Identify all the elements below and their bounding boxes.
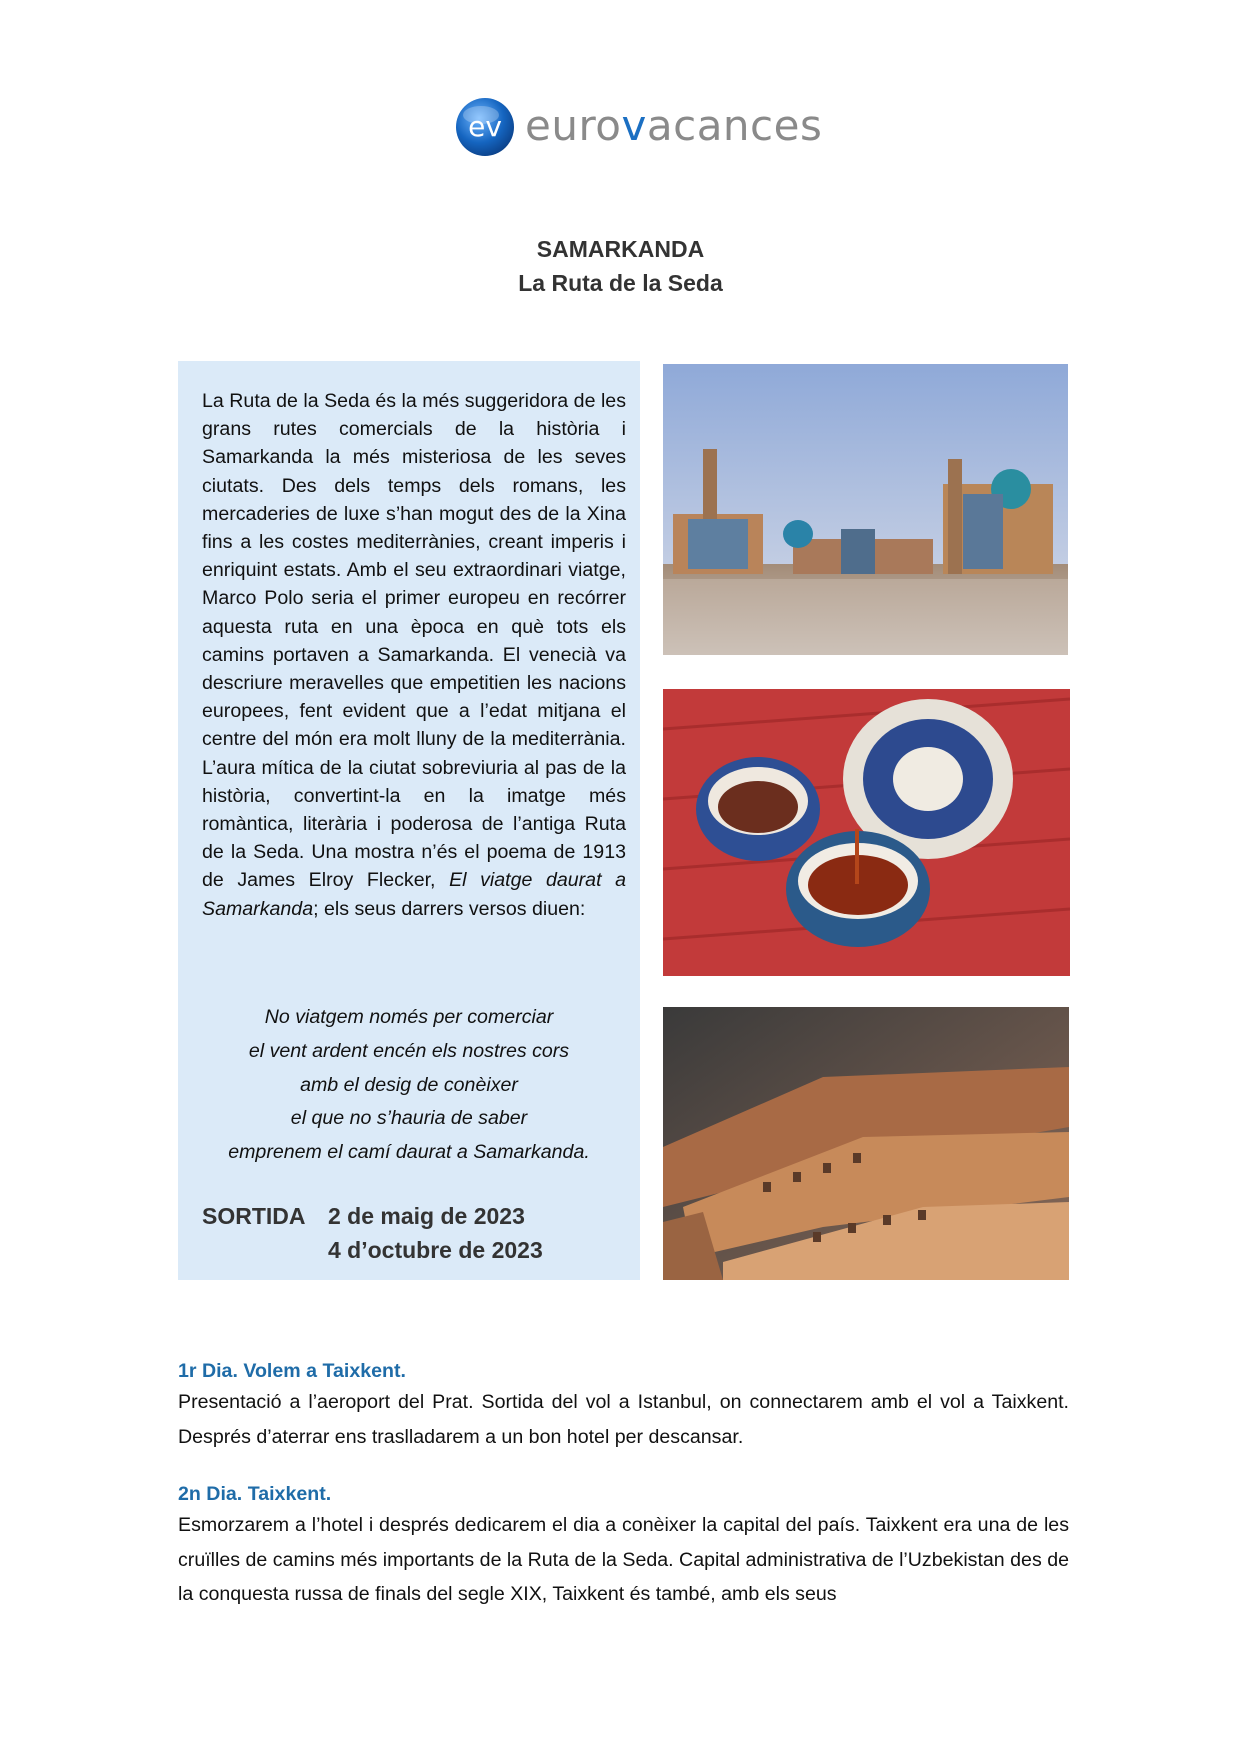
- day-title: 2n Dia. Taixkent.: [178, 1483, 332, 1505]
- logo-monogram-icon: [455, 97, 515, 157]
- day-description: Presentació a l’aeroport del Prat. Sortida del vol a Istanbul, on connectarem amb el vol a Taixkent. Després d’aterrar ens traslladarem a un bon hotel per descansar.: [178, 1391, 1069, 1448]
- brand-logo: [455, 95, 823, 161]
- intro-paragraph: La Ruta de la Seda és la més suggeridora de les grans rutes comercials de la història i Samarkanda la més misteriosa de les seves ciutats. Des dels temps dels romans, les mercaderies de luxe s’han mogut des de la Xina fins a les costes mediterrànies, creant imperis i enriquint estats. Amb el seu extraordinari viatge, Marco Polo seria el primer europeu en recórrer aquesta ruta en una època en què tots els camins portaven a Samarkanda. El venecià va descriure meravelles que empetitien les nacions europees, fent evident que a l’edat mitjana el centre del món era molt lluny de la mediterrània. L’aura mítica de la ciutat sobreviuria al pas de la història, convertint-la en la imatge més romàntica, literària i poderosa de l’antiga Ruta de la Seda. Una mostra n’és el poema de 1913 de James Elroy Flecker, El viatge daurat a Samarkanda; els seus darrers versos diuen:: [202, 390, 626, 920]
- poem: [178, 1001, 640, 1170]
- page-subtitle: La Ruta de la Seda: [518, 270, 723, 296]
- city-walls-photo: [663, 1007, 1069, 1280]
- brand-name: eurovacances: [525, 101, 823, 150]
- day-description: Esmorzarem a l’hotel i després dedicarem el dia a conèixer la capital del país. Taixkent era una de les cruïlles de camins més importants de la Ruta de la Seda. Capital administrativa de l’Uzbekistan des de la conquesta russa de finals del segle XIX, Taixkent és també, amb els seus: [178, 1514, 1069, 1605]
- registan-photo: [663, 364, 1068, 655]
- poem-line: el vent ardent encén els nostres cors: [248, 1039, 570, 1062]
- poem-line: el que no s’hauria de saber: [290, 1107, 528, 1130]
- logo-monogram: ev: [468, 110, 502, 143]
- poem-line: amb el desig de conèixer: [300, 1073, 518, 1096]
- departure-date: 2 de maig de 2023: [328, 1203, 525, 1229]
- poem-line: emprenem el camí daurat a Samarkanda.: [228, 1141, 590, 1164]
- itinerary-day: [178, 1357, 1069, 1454]
- intro-box: [178, 361, 640, 1280]
- departure-label: SORTIDA: [202, 1203, 306, 1229]
- departure-date: 4 d’octubre de 2023: [328, 1237, 543, 1263]
- itinerary-day: [178, 1480, 1069, 1612]
- page-title: SAMARKANDA: [536, 236, 705, 262]
- poem-line: No viatgem només per comerciar: [264, 1006, 554, 1028]
- tea-photo: [663, 689, 1070, 976]
- poem-title: El viatge daurat a Samarkanda: [202, 869, 626, 920]
- day-title: 1r Dia. Volem a Taixkent.: [178, 1360, 406, 1382]
